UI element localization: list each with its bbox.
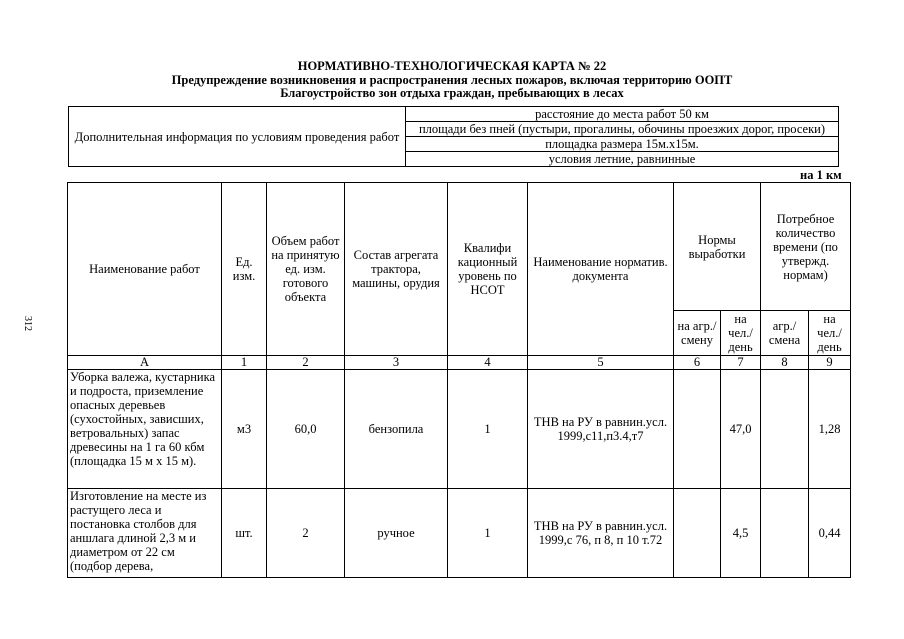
table-row (68, 489, 851, 578)
work-qualification: 1 (448, 489, 528, 578)
work-table (67, 182, 851, 578)
document-subtitle-2: Благоустройство зон отдыха граждан, пребывающих в лесах (280, 86, 624, 100)
index-cell: 3 (345, 356, 448, 370)
document-subtitle: Предупреждение возникновения и распространения лесных пожаров, включая территорию ООПТ (171, 72, 733, 87)
work-time-person: 1,28 (809, 370, 851, 489)
header-norm-agr: на агр./ смену (674, 311, 721, 356)
header-composition: Состав агрегата трактора, машины, орудия (345, 183, 448, 356)
work-qualification: 1 (448, 370, 528, 489)
index-cell: 4 (448, 356, 528, 370)
header-time-person: на чел./ день (809, 311, 851, 356)
index-cell: 7 (721, 356, 761, 370)
index-cell: 5 (528, 356, 674, 370)
index-row (68, 356, 851, 370)
work-composition: бензопила (345, 370, 448, 489)
index-cell: 2 (267, 356, 345, 370)
index-cell: 9 (809, 356, 851, 370)
header-norm-person: на чел./ день (721, 311, 761, 356)
header-time: Потребное количество времени (по утвержд. нормам) (761, 183, 851, 311)
work-volume: 2 (267, 489, 345, 578)
work-time-agr (761, 489, 809, 578)
header-document: Наименование норматив. документа (528, 183, 674, 356)
header-norms: Нормы выработки (674, 183, 761, 311)
condition-plot-size: площадка размера 15м.x15м. (406, 137, 839, 152)
work-norm-agr (674, 370, 721, 489)
index-cell: 8 (761, 356, 809, 370)
index-cell: 6 (674, 356, 721, 370)
work-unit: шт. (222, 489, 267, 578)
work-norm-person: 4,5 (721, 489, 761, 578)
header-time-agr: агр./ смена (761, 311, 809, 356)
work-name: Уборка валежа, кустарника и подроста, приземление опасных деревьев (сухостойных, зависших, ветровальных) запас древесины на 1 га 60 кбм (площадка 15 м х 15 м). (68, 370, 222, 489)
work-name: Изготовление на месте из растущего леса и постановка столбов для аншлага длиной 2,3 м и диаметром от 22 см (подбор дерева, (68, 489, 222, 578)
index-cell: 1 (222, 356, 267, 370)
work-document: ТНВ на РУ в равнин.усл. 1999,с11,п3.4,т7 (528, 370, 674, 489)
header-volume: Объем работ на принятую ед. изм. готового объекта (267, 183, 345, 356)
condition-season: условия летние, равнинные (406, 152, 839, 167)
page-number: 312 (22, 316, 33, 331)
document-header (0, 60, 904, 101)
work-volume: 60,0 (267, 370, 345, 489)
work-unit: м3 (222, 370, 267, 489)
work-time-agr (761, 370, 809, 489)
condition-area-type: площади без пней (пустыри, прогалины, обочины проезжих дорог, просеки) (406, 122, 839, 137)
work-norm-person: 47,0 (721, 370, 761, 489)
header-qualification: Квалифи кационный уровень по НСОТ (448, 183, 528, 356)
work-document: ТНВ на РУ в равнин.усл. 1999,с 76, п 8, п 10 т.72 (528, 489, 674, 578)
unit-note: на 1 км (800, 168, 842, 182)
table-row (68, 370, 851, 489)
condition-distance: расстояние до места работ 50 км (406, 107, 839, 122)
index-cell: А (68, 356, 222, 370)
work-time-person: 0,44 (809, 489, 851, 578)
header-name: Наименование работ (68, 183, 222, 356)
info-label: Дополнительная информация по условиям проведения работ (69, 107, 406, 167)
work-norm-agr (674, 489, 721, 578)
info-table (68, 106, 839, 167)
work-composition: ручное (345, 489, 448, 578)
header-unit: Ед. изм. (222, 183, 267, 356)
document-title: НОРМАТИВНО-ТЕХНОЛОГИЧЕСКАЯ КАРТА № 22 (297, 59, 607, 73)
